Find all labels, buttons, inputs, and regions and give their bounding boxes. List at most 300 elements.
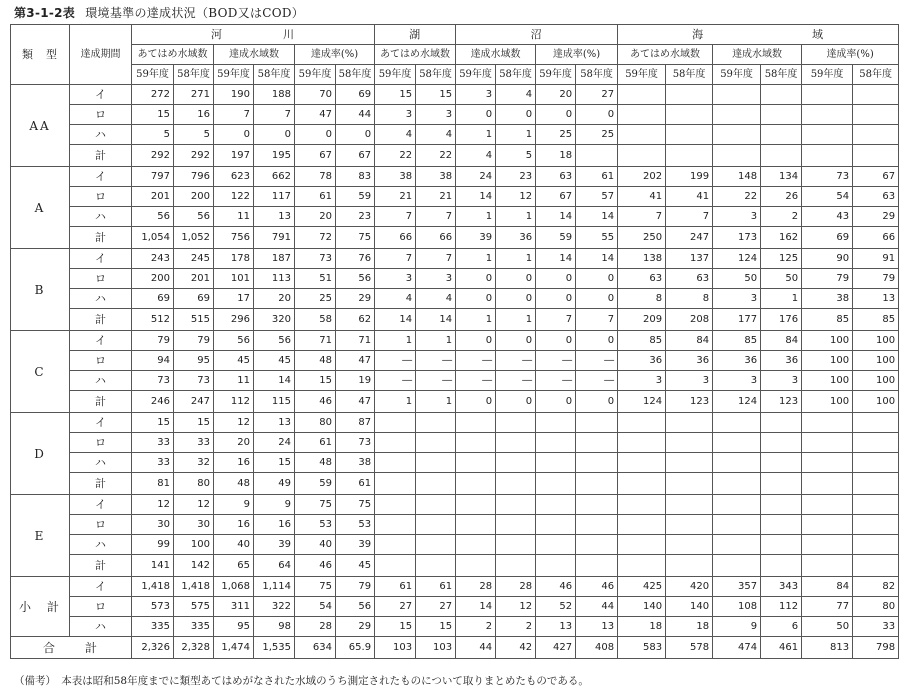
value-cell: ― xyxy=(536,371,576,391)
value-cell: 28 xyxy=(295,617,336,637)
value-cell: 246 xyxy=(132,391,174,413)
value-cell xyxy=(496,453,536,473)
period-label: イ xyxy=(70,85,132,105)
value-cell: 30 xyxy=(174,515,214,535)
table-row xyxy=(11,617,899,637)
value-cell: 36 xyxy=(496,227,536,249)
value-cell: 87 xyxy=(336,413,375,433)
grand-total-cell: 583 xyxy=(618,637,666,659)
header-year-y59: 59年度 xyxy=(618,65,666,85)
value-cell: 75 xyxy=(295,577,336,597)
value-cell: 49 xyxy=(254,473,295,495)
value-cell xyxy=(666,85,713,105)
value-cell: 46 xyxy=(576,577,618,597)
value-cell: 178 xyxy=(214,249,254,269)
value-cell xyxy=(713,85,761,105)
header-marsh-rate: 達成率(%) xyxy=(536,45,618,65)
period-label: ロ xyxy=(70,515,132,535)
value-cell: 0 xyxy=(336,125,375,145)
value-cell xyxy=(496,413,536,433)
value-cell: 2 xyxy=(761,207,802,227)
value-cell xyxy=(576,413,618,433)
value-cell: 62 xyxy=(336,309,375,331)
table-row xyxy=(11,309,899,331)
value-cell: 41 xyxy=(666,187,713,207)
value-cell: 1 xyxy=(496,207,536,227)
value-cell: 14 xyxy=(576,249,618,269)
value-cell: 7 xyxy=(618,207,666,227)
value-cell: 512 xyxy=(132,309,174,331)
value-cell: ― xyxy=(456,371,496,391)
value-cell xyxy=(666,125,713,145)
table-title xyxy=(14,4,304,21)
value-cell: 117 xyxy=(254,187,295,207)
value-cell xyxy=(666,535,713,555)
value-cell: 243 xyxy=(132,249,174,269)
table-row xyxy=(11,577,899,597)
value-cell xyxy=(853,495,899,515)
value-cell xyxy=(375,555,416,577)
value-cell: 50 xyxy=(713,269,761,289)
value-cell: 245 xyxy=(174,249,214,269)
value-cell: 15 xyxy=(132,105,174,125)
value-cell: 59 xyxy=(536,227,576,249)
value-cell: 112 xyxy=(214,391,254,413)
grand-total-cell: 103 xyxy=(375,637,416,659)
value-cell: 20 xyxy=(254,289,295,309)
value-cell: 79 xyxy=(174,331,214,351)
value-cell: 1,068 xyxy=(214,577,254,597)
table-row xyxy=(11,453,899,473)
value-cell: 140 xyxy=(666,597,713,617)
value-cell xyxy=(456,515,496,535)
value-cell: 47 xyxy=(295,105,336,125)
value-cell: 79 xyxy=(132,331,174,351)
value-cell: 81 xyxy=(132,473,174,495)
header-lake: 湖 xyxy=(375,25,456,45)
value-cell: 18 xyxy=(536,145,576,167)
value-cell: 61 xyxy=(375,577,416,597)
value-cell: 101 xyxy=(214,269,254,289)
value-cell: 27 xyxy=(375,597,416,617)
value-cell: 16 xyxy=(214,515,254,535)
value-cell xyxy=(713,515,761,535)
value-cell xyxy=(761,473,802,495)
value-cell: 40 xyxy=(295,535,336,555)
value-cell xyxy=(576,495,618,515)
value-cell: 197 xyxy=(214,145,254,167)
value-cell: 29 xyxy=(336,289,375,309)
table-row xyxy=(11,473,899,495)
value-cell: 24 xyxy=(456,167,496,187)
value-cell: 9 xyxy=(713,617,761,637)
table-row xyxy=(11,371,899,391)
value-cell: 7 xyxy=(536,309,576,331)
value-cell: 0 xyxy=(254,125,295,145)
value-cell: 67 xyxy=(336,145,375,167)
value-cell: 84 xyxy=(802,577,853,597)
header-year-y58: 58年度 xyxy=(416,65,456,85)
period-label: イ xyxy=(70,249,132,269)
value-cell: 0 xyxy=(496,105,536,125)
value-cell: 0 xyxy=(576,105,618,125)
period-label: ハ xyxy=(70,207,132,227)
period-label: イ xyxy=(70,495,132,515)
value-cell: 335 xyxy=(174,617,214,637)
value-cell: 1 xyxy=(496,309,536,331)
value-cell xyxy=(853,433,899,453)
header-year-y58: 58年度 xyxy=(336,65,375,85)
value-cell: 63 xyxy=(853,187,899,207)
value-cell: 41 xyxy=(618,187,666,207)
value-cell: 73 xyxy=(336,433,375,453)
period-label: 計 xyxy=(70,145,132,167)
value-cell: 100 xyxy=(853,371,899,391)
value-cell: 16 xyxy=(254,515,295,535)
value-cell: 756 xyxy=(214,227,254,249)
period-label: ロ xyxy=(70,187,132,207)
value-cell: 33 xyxy=(132,453,174,473)
value-cell: 33 xyxy=(132,433,174,453)
value-cell xyxy=(666,495,713,515)
value-cell: 148 xyxy=(713,167,761,187)
value-cell: 69 xyxy=(174,289,214,309)
value-cell: 63 xyxy=(666,269,713,289)
value-cell: 134 xyxy=(761,167,802,187)
value-cell: 791 xyxy=(254,227,295,249)
value-cell: 7 xyxy=(416,207,456,227)
value-cell: 56 xyxy=(254,331,295,351)
value-cell: 4 xyxy=(416,289,456,309)
table-row xyxy=(11,351,899,371)
table-row xyxy=(11,413,899,433)
value-cell xyxy=(802,555,853,577)
value-cell: 11 xyxy=(214,371,254,391)
grand-total-cell: 2,328 xyxy=(174,637,214,659)
value-cell: 271 xyxy=(174,85,214,105)
value-cell xyxy=(456,495,496,515)
value-cell: 44 xyxy=(576,597,618,617)
value-cell: 15 xyxy=(375,85,416,105)
value-cell: 75 xyxy=(336,227,375,249)
value-cell xyxy=(416,515,456,535)
value-cell xyxy=(618,413,666,433)
header-year-y59: 59年度 xyxy=(456,65,496,85)
value-cell: 15 xyxy=(174,413,214,433)
value-cell: 9 xyxy=(214,495,254,515)
value-cell: 79 xyxy=(802,269,853,289)
value-cell: 4 xyxy=(416,125,456,145)
value-cell xyxy=(618,473,666,495)
value-cell: 67 xyxy=(853,167,899,187)
value-cell: 3 xyxy=(713,371,761,391)
grand-total-cell: 427 xyxy=(536,637,576,659)
value-cell: 138 xyxy=(618,249,666,269)
value-cell: 0 xyxy=(496,269,536,289)
value-cell: 72 xyxy=(295,227,336,249)
table-row xyxy=(11,207,899,227)
value-cell xyxy=(802,515,853,535)
value-cell: 15 xyxy=(295,371,336,391)
value-cell: 0 xyxy=(214,125,254,145)
value-cell xyxy=(713,555,761,577)
value-cell: 0 xyxy=(295,125,336,145)
value-cell: 100 xyxy=(853,351,899,371)
value-cell: 43 xyxy=(802,207,853,227)
header-lake-designated: あてはめ水域数 xyxy=(375,45,456,65)
value-cell: 0 xyxy=(536,269,576,289)
value-cell: 52 xyxy=(536,597,576,617)
value-cell xyxy=(666,105,713,125)
value-cell: 50 xyxy=(761,269,802,289)
type-label: C xyxy=(11,331,70,413)
value-cell: 24 xyxy=(254,433,295,453)
header-year-y59: 59年度 xyxy=(802,65,853,85)
value-cell xyxy=(802,145,853,167)
value-cell: 61 xyxy=(295,433,336,453)
value-cell xyxy=(666,515,713,535)
table-row xyxy=(11,289,899,309)
value-cell xyxy=(761,105,802,125)
value-cell xyxy=(666,145,713,167)
table-number: 第3-1-2表 xyxy=(14,6,76,20)
value-cell xyxy=(802,105,853,125)
value-cell: 14 xyxy=(254,371,295,391)
value-cell xyxy=(853,85,899,105)
period-label: ロ xyxy=(70,269,132,289)
value-cell: 4 xyxy=(375,125,416,145)
value-cell: 73 xyxy=(295,249,336,269)
value-cell: 85 xyxy=(618,331,666,351)
value-cell: 14 xyxy=(536,249,576,269)
value-cell: 19 xyxy=(336,371,375,391)
value-cell: 44 xyxy=(336,105,375,125)
value-cell xyxy=(375,473,416,495)
value-cell xyxy=(416,473,456,495)
value-cell: 85 xyxy=(713,331,761,351)
table-row xyxy=(11,249,899,269)
value-cell xyxy=(853,105,899,125)
period-label: ハ xyxy=(70,535,132,555)
value-cell: 69 xyxy=(336,85,375,105)
value-cell: 90 xyxy=(802,249,853,269)
value-cell: 3 xyxy=(375,105,416,125)
value-cell xyxy=(576,145,618,167)
value-cell xyxy=(618,85,666,105)
value-cell: 76 xyxy=(336,249,375,269)
period-label: イ xyxy=(70,577,132,597)
grand-total-cell: 813 xyxy=(802,637,853,659)
value-cell xyxy=(576,433,618,453)
table-row xyxy=(11,535,899,555)
type-label: B xyxy=(11,249,70,331)
value-cell xyxy=(456,555,496,577)
header-period: 達成期間 xyxy=(70,25,132,85)
value-cell: 190 xyxy=(214,85,254,105)
value-cell: 22 xyxy=(375,145,416,167)
header-year-y58: 58年度 xyxy=(174,65,214,85)
value-cell: 50 xyxy=(802,617,853,637)
value-cell xyxy=(761,433,802,453)
value-cell: 208 xyxy=(666,309,713,331)
value-cell: 250 xyxy=(618,227,666,249)
value-cell: 14 xyxy=(456,597,496,617)
value-cell xyxy=(536,433,576,453)
grand-total-cell: 474 xyxy=(713,637,761,659)
value-cell: 84 xyxy=(761,331,802,351)
value-cell: 20 xyxy=(295,207,336,227)
value-cell: 357 xyxy=(713,577,761,597)
value-cell: 66 xyxy=(853,227,899,249)
value-cell xyxy=(853,555,899,577)
value-cell: 0 xyxy=(456,391,496,413)
value-cell xyxy=(713,535,761,555)
value-cell: 21 xyxy=(375,187,416,207)
value-cell: 796 xyxy=(174,167,214,187)
value-cell: 4 xyxy=(496,85,536,105)
value-cell: 0 xyxy=(536,289,576,309)
table-row xyxy=(11,433,899,453)
value-cell: 173 xyxy=(713,227,761,249)
value-cell: ― xyxy=(496,351,536,371)
table-row xyxy=(11,391,899,413)
value-cell: 9 xyxy=(254,495,295,515)
value-cell: 3 xyxy=(761,371,802,391)
value-cell: 3 xyxy=(416,105,456,125)
value-cell xyxy=(802,413,853,433)
period-label: ハ xyxy=(70,617,132,637)
value-cell: 125 xyxy=(761,249,802,269)
value-cell: 45 xyxy=(254,351,295,371)
header-year-y59: 59年度 xyxy=(214,65,254,85)
value-cell: 80 xyxy=(853,597,899,617)
table-row xyxy=(11,85,899,105)
header-sea-designated: あてはめ水域数 xyxy=(618,45,713,65)
value-cell: 7 xyxy=(214,105,254,125)
table-row xyxy=(11,187,899,207)
value-cell: 39 xyxy=(336,535,375,555)
value-cell: 575 xyxy=(174,597,214,617)
grand-total-label: 合 計 xyxy=(11,637,132,659)
value-cell: 53 xyxy=(336,515,375,535)
value-cell: 15 xyxy=(416,85,456,105)
period-label: 計 xyxy=(70,227,132,249)
value-cell: 38 xyxy=(802,289,853,309)
value-cell: 73 xyxy=(174,371,214,391)
value-cell: 55 xyxy=(576,227,618,249)
value-cell: 36 xyxy=(618,351,666,371)
value-cell: 18 xyxy=(618,617,666,637)
value-cell: 83 xyxy=(336,167,375,187)
value-cell: 30 xyxy=(132,515,174,535)
value-cell: 292 xyxy=(174,145,214,167)
value-cell: 292 xyxy=(132,145,174,167)
value-cell: 94 xyxy=(132,351,174,371)
value-cell: 63 xyxy=(536,167,576,187)
value-cell: 59 xyxy=(336,187,375,207)
value-cell xyxy=(536,495,576,515)
value-cell: 1,418 xyxy=(132,577,174,597)
value-cell: 7 xyxy=(375,249,416,269)
value-cell: 100 xyxy=(853,331,899,351)
type-label: 小 計 xyxy=(11,577,70,637)
value-cell: 200 xyxy=(132,269,174,289)
value-cell: 66 xyxy=(416,227,456,249)
value-cell xyxy=(416,413,456,433)
value-cell xyxy=(618,433,666,453)
value-cell: 15 xyxy=(132,413,174,433)
value-cell: ― xyxy=(456,351,496,371)
value-cell: 142 xyxy=(174,555,214,577)
value-cell: 3 xyxy=(713,207,761,227)
value-cell xyxy=(416,495,456,515)
value-cell: 27 xyxy=(416,597,456,617)
value-cell: 0 xyxy=(536,105,576,125)
value-cell: 20 xyxy=(214,433,254,453)
value-cell xyxy=(375,413,416,433)
value-cell: 176 xyxy=(761,309,802,331)
value-cell: 39 xyxy=(254,535,295,555)
value-cell xyxy=(618,125,666,145)
value-cell: 14 xyxy=(536,207,576,227)
value-cell: ― xyxy=(375,371,416,391)
value-cell xyxy=(802,473,853,495)
value-cell: 4 xyxy=(456,145,496,167)
value-cell: 56 xyxy=(336,597,375,617)
value-cell: 1,052 xyxy=(174,227,214,249)
value-cell: 322 xyxy=(254,597,295,617)
value-cell: 115 xyxy=(254,391,295,413)
value-cell: 311 xyxy=(214,597,254,617)
value-cell xyxy=(496,473,536,495)
value-cell: 3 xyxy=(618,371,666,391)
value-cell xyxy=(496,515,536,535)
value-cell xyxy=(375,535,416,555)
value-cell: 113 xyxy=(254,269,295,289)
value-cell: 59 xyxy=(295,473,336,495)
value-cell xyxy=(618,515,666,535)
value-cell: 1 xyxy=(456,249,496,269)
value-cell: 515 xyxy=(174,309,214,331)
period-label: 計 xyxy=(70,473,132,495)
value-cell: 23 xyxy=(336,207,375,227)
table-row xyxy=(11,331,899,351)
header-marsh-achieved: 達成水域数 xyxy=(456,45,536,65)
value-cell: 73 xyxy=(132,371,174,391)
grand-total-cell: 103 xyxy=(416,637,456,659)
value-cell: 272 xyxy=(132,85,174,105)
value-cell: 48 xyxy=(295,351,336,371)
value-cell: 100 xyxy=(802,371,853,391)
value-cell: 100 xyxy=(802,391,853,413)
header-sea-rate: 達成率(%) xyxy=(802,45,899,65)
value-cell xyxy=(496,535,536,555)
header-year-y58: 58年度 xyxy=(576,65,618,85)
value-cell: 100 xyxy=(802,351,853,371)
grand-total-cell: 44 xyxy=(456,637,496,659)
value-cell xyxy=(853,125,899,145)
value-cell: 0 xyxy=(496,289,536,309)
value-cell: 29 xyxy=(336,617,375,637)
value-cell: 29 xyxy=(853,207,899,227)
value-cell xyxy=(713,473,761,495)
grand-total-cell: 2,326 xyxy=(132,637,174,659)
value-cell: 1 xyxy=(456,207,496,227)
header-river-rate: 達成率(%) xyxy=(295,45,375,65)
value-cell: 3 xyxy=(416,269,456,289)
value-cell: 1 xyxy=(761,289,802,309)
value-cell: 3 xyxy=(456,85,496,105)
